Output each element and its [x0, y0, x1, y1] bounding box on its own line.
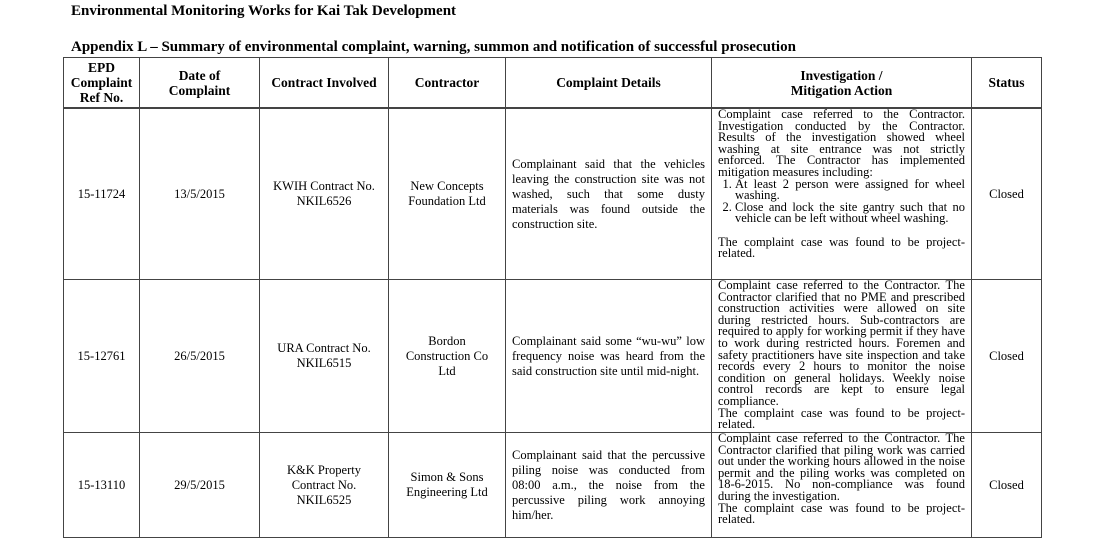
header-contract: Contract Involved: [260, 58, 389, 109]
mitigation-item: 1. At least 2 person were assigned for wheel washing.: [735, 179, 965, 202]
contractor-line: New Concepts: [410, 179, 484, 193]
status-cell: Closed: [972, 108, 1042, 280]
contract-line: NKIL6515: [296, 356, 352, 370]
table-row: [64, 433, 1042, 538]
date-cell: 29/5/2015: [140, 433, 260, 538]
header-date-line1: Date of: [178, 67, 221, 83]
contractor-line: Bordon: [428, 333, 466, 348]
appendix-title: Appendix L – Summary of environmental complaint, warning, summon and notification of successful prosecution: [71, 39, 796, 55]
table-row: [64, 280, 1042, 433]
investigation-conclusion: The complaint case was found to be project-related.: [718, 234, 965, 261]
table-header-row: [64, 58, 1042, 109]
header-ref-no-line2: Complaint: [70, 75, 133, 90]
table-row: [64, 108, 1042, 280]
ref-no-cell: 15-13110: [64, 433, 140, 538]
status-cell: Closed: [972, 280, 1042, 433]
header-investigation-line1: Investigation /: [800, 67, 883, 83]
contractor-line: Foundation Ltd: [408, 194, 486, 208]
mitigation-item: 2. Close and lock the site gantry such that no vehicle can be left without wheel washing.: [735, 202, 965, 225]
date-cell: 13/5/2015: [140, 108, 260, 280]
header-ref-no: [64, 58, 140, 109]
header-investigation-line2: Mitigation Action: [790, 82, 893, 98]
contractor-line: Construction Co: [405, 348, 489, 363]
contractor-cell: [389, 108, 506, 280]
contract-line: Contract No.: [291, 477, 357, 492]
mitigation-list: [718, 176, 965, 226]
contract-line: KWIH Contract No.: [273, 179, 375, 193]
investigation-cell: [712, 108, 972, 280]
investigation-cell: [712, 280, 972, 433]
investigation-intro: Complaint case referred to the Contractor. Investigation conducted by the Contractor. Results of the investigation showed wheel washing at site entrance was not strictly enforced. The Contractor has implemented mitigation measures including:: [718, 107, 965, 179]
contract-cell: [260, 108, 389, 280]
contractor-line: Engineering Ltd: [406, 485, 488, 499]
header-ref-no-line3: Ref No.: [79, 90, 124, 105]
investigation-conclusion: The complaint case was found to be project-related.: [718, 500, 965, 527]
header-status: Status: [972, 58, 1042, 109]
contract-line: NKIL6526: [296, 194, 352, 208]
details-cell: Complainant said that the vehicles leaving the construction site was not washed, such that some dusty materials was found outside the construction site.: [506, 108, 712, 280]
investigation-cell: [712, 433, 972, 538]
header-contractor: Contractor: [389, 58, 506, 109]
complaint-summary-table: [63, 57, 1042, 538]
contractor-cell: [389, 280, 506, 433]
status-cell: Closed: [972, 433, 1042, 538]
date-cell: 26/5/2015: [140, 280, 260, 433]
contract-cell: [260, 433, 389, 538]
contract-line: K&K Property: [287, 462, 361, 477]
contract-line: NKIL6525: [296, 492, 352, 507]
ref-no-cell: 15-12761: [64, 280, 140, 433]
header-investigation: [712, 58, 972, 109]
contract-line: URA Contract No.: [277, 341, 371, 355]
header-ref-no-line1: EPD: [88, 60, 115, 75]
contract-cell: [260, 280, 389, 433]
header-date: [140, 58, 260, 109]
header-details: Complaint Details: [506, 58, 712, 109]
investigation-intro: Complaint case referred to the Contractor. The Contractor clarified that no PME and prescribed construction activities were allowed on site during restricted hours. Sub-contractors are required to apply for working permit if they have to work during restricted hours. Foremen and safety practitioners have site inspection and take records every 2 hours to monitor the noise condition on general holidays. Weekly noise control records are kept to ensure legal compliance.: [718, 278, 965, 408]
ref-no-cell: 15-11724: [64, 108, 140, 280]
contractor-line: Simon & Sons: [410, 470, 484, 484]
investigation-conclusion: The complaint case was found to be project-related.: [718, 405, 965, 432]
contractor-line: Ltd: [438, 363, 456, 378]
contractor-cell: [389, 433, 506, 538]
details-cell: Complainant said some “wu-wu” low frequency noise was heard from the said construction site until mid-night.: [506, 280, 712, 433]
document-title: Environmental Monitoring Works for Kai Tak Development: [71, 3, 457, 19]
details-cell: Complainant said that the percussive piling noise was conducted from 08:00 a.m., the noise from the percussive piling work annoying him/her.: [506, 433, 712, 538]
investigation-intro: Complaint case referred to the Contractor. The Contractor clarified that piling work was carried out under the working hours allowed in the noise permit and the piling works was completed on 18-6-2015. No non-compliance was found during the investigation.: [718, 431, 965, 503]
header-date-line2: Complaint: [168, 82, 231, 98]
